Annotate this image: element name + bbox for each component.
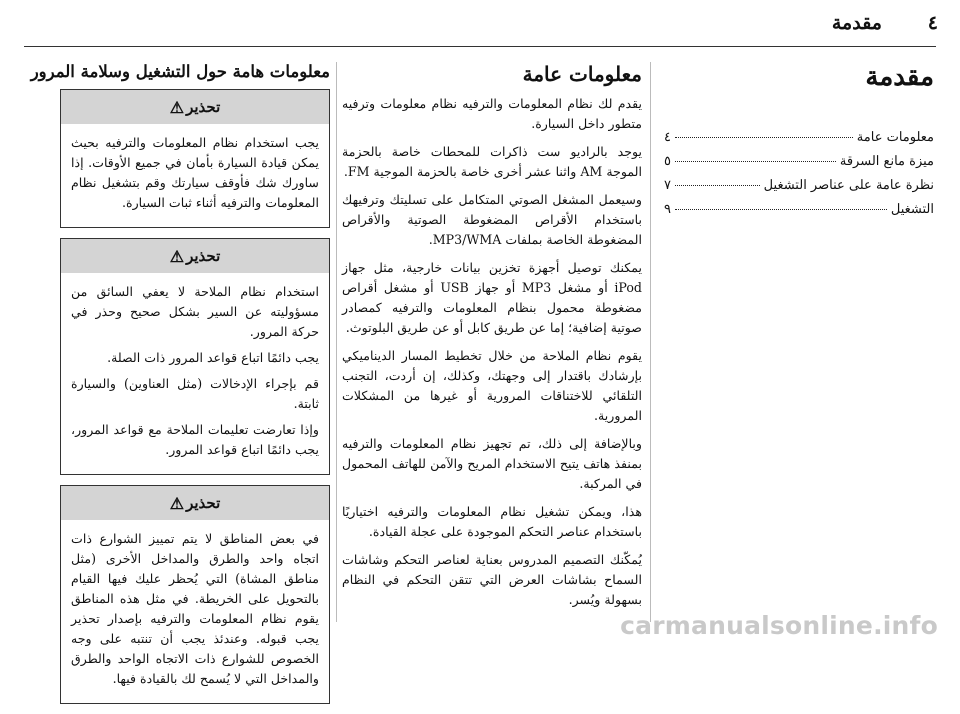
warning-label: تحذير xyxy=(186,494,221,512)
toc-leader-dots xyxy=(675,209,887,210)
toc-item[interactable] xyxy=(664,126,934,150)
toc-item-page: ٩ xyxy=(664,202,671,217)
warning-body xyxy=(61,124,329,227)
toc-item[interactable] xyxy=(664,150,934,174)
warning-text: وإذا تعارضت تعليمات الملاحة مع قواعد المرور، يجب دائمًا اتباع قواعد المرور. xyxy=(71,422,319,457)
warning-triangle-icon: ⚠ xyxy=(169,246,185,266)
warning-text: قم بإجراء الإدخالات (مثل العناوين) والسيارة ثابتة. xyxy=(71,376,319,411)
toc-item-label: نظرة عامة على عناصر التشغيل xyxy=(763,178,934,193)
body-paragraph: يوجد بالراديو ست ذاكرات للمحطات خاصة بالحزمة الموجة AM واثنا عشر أخرى خاصة بالحزمة الموجية FM. xyxy=(342,144,642,179)
toc-item-page: ٧ xyxy=(664,178,671,193)
toc-leader-dots xyxy=(675,161,836,162)
toc-item[interactable] xyxy=(664,198,934,222)
page-header xyxy=(0,0,960,48)
header-page-number: ٤ xyxy=(927,12,938,34)
body-paragraph: وبالإضافة إلى ذلك، تم تجهيز نظام المعلومات والترفيه بمنفذ هاتف يتيح الاستخدام المريح والآمن للهاتف المحمول في المركبة. xyxy=(342,436,642,491)
toc-item-page: ٤ xyxy=(664,130,671,145)
column-divider-left xyxy=(336,62,337,622)
table-of-contents xyxy=(664,126,934,222)
warning-box xyxy=(60,485,330,704)
warning-header xyxy=(61,239,329,273)
left-column xyxy=(30,62,330,714)
header-rule xyxy=(24,46,936,47)
general-info-title: معلومات عامة xyxy=(522,62,642,86)
warning-body xyxy=(61,520,329,703)
body-paragraph: هذا، ويمكن تشغيل نظام المعلومات والترفيه اختياريًا باستخدام عناصر التحكم الموجودة على عجلة القيادة. xyxy=(342,504,642,539)
body-paragraph: يُمكّنك التصميم المدروس بعناية لعناصر التحكم وشاشات السماح بشاشات العرض التي تتقن التحكم في النظام بسهولة ويُسر. xyxy=(342,552,642,607)
toc-item-label: التشغيل xyxy=(890,202,934,217)
right-column xyxy=(664,62,934,222)
toc-leader-dots xyxy=(675,185,760,186)
warning-text: يجب استخدام نظام المعلومات والترفيه بحيث يمكن قيادة السيارة بأمان في جميع الأوقات. إذا ساورك شك فأوقف سيارتك وقم بتشغيل نظام المعلومات والترفيه أثناء ثبات السيارة. xyxy=(71,135,319,210)
header-section-title: مقدمة xyxy=(831,12,882,34)
body-paragraph: يمكنك توصيل أجهزة تخزين بيانات خارجية، مثل جهاز iPod أو مشغل MP3 أو جهاز USB أو مشغل أقراص مضغوطة محمول بنظام المعلومات والترفيه كمصادر صوتية إضافية؛ إما عن طريق كابل أو عن طريق البلوتوث. xyxy=(342,260,642,335)
warning-header xyxy=(61,486,329,520)
warning-label: تحذير xyxy=(186,247,221,265)
toc-item[interactable] xyxy=(664,174,934,198)
safety-info-title: معلومات هامة حول التشغيل وسلامة المرور xyxy=(30,62,330,81)
toc-item-label: ميزة مانع السرقة xyxy=(839,154,934,169)
body-paragraph: يقدم لك نظام المعلومات والترفيه نظام معلومات وترفيه متطور داخل السيارة. xyxy=(342,96,642,131)
warning-box xyxy=(60,238,330,475)
toc-item-label: معلومات عامة xyxy=(856,130,934,145)
toc-item-page: ٥ xyxy=(664,154,671,169)
body-paragraph: يقوم نظام الملاحة من خلال تخطيط المسار الديناميكي بإرشادك باقتدار إلى وجهتك، وكذلك، إن أردت، التجنب التلقائي للاختناقات المرورية أو غيرها من المشكلات المرورية. xyxy=(342,348,642,423)
middle-column xyxy=(342,62,642,618)
warning-body xyxy=(61,273,329,474)
warning-box xyxy=(60,89,330,228)
watermark: carmanualsonline.info xyxy=(620,611,938,640)
warning-text: استخدام نظام الملاحة لا يعفي السائق من مسؤوليته عن السير بشكل صحيح وحذر في حركة المرور. xyxy=(71,284,319,339)
warning-triangle-icon: ⚠ xyxy=(169,97,185,117)
warning-triangle-icon: ⚠ xyxy=(169,493,185,513)
warning-label: تحذير xyxy=(186,98,221,116)
intro-title: مقدمة xyxy=(865,62,934,92)
column-divider-right xyxy=(650,62,651,622)
warning-text: في بعض المناطق لا يتم تمييز الشوارع ذات اتجاه واحد والطرق والمداخل الأخرى (مثل مناطق المشاة) التي يُحظر عليك فيها القيام بالتحويل على الخريطة. في مثل هذه المناطق يقوم نظام المعلومات والترفيه بإصدار تحذير يجب قبوله. وعندئذ يجب أن تنتبه على وجه الخصوص للشوارع ذات الاتجاه الواحد والطرق والمداخل التي لا يُسمح لك بالقيادة فيها. xyxy=(71,531,319,686)
warning-text: يجب دائمًا اتباع قواعد المرور ذات الصلة. xyxy=(107,350,319,365)
warning-header xyxy=(61,90,329,124)
toc-leader-dots xyxy=(675,137,853,138)
body-paragraph: وسيعمل المشغل الصوتي المتكامل على تسليتك وترفيهك باستخدام الأقراص المضغوطة الصوتية والأقراص المضغوطة الخاصة بملفات MP3/WMA. xyxy=(342,192,642,247)
